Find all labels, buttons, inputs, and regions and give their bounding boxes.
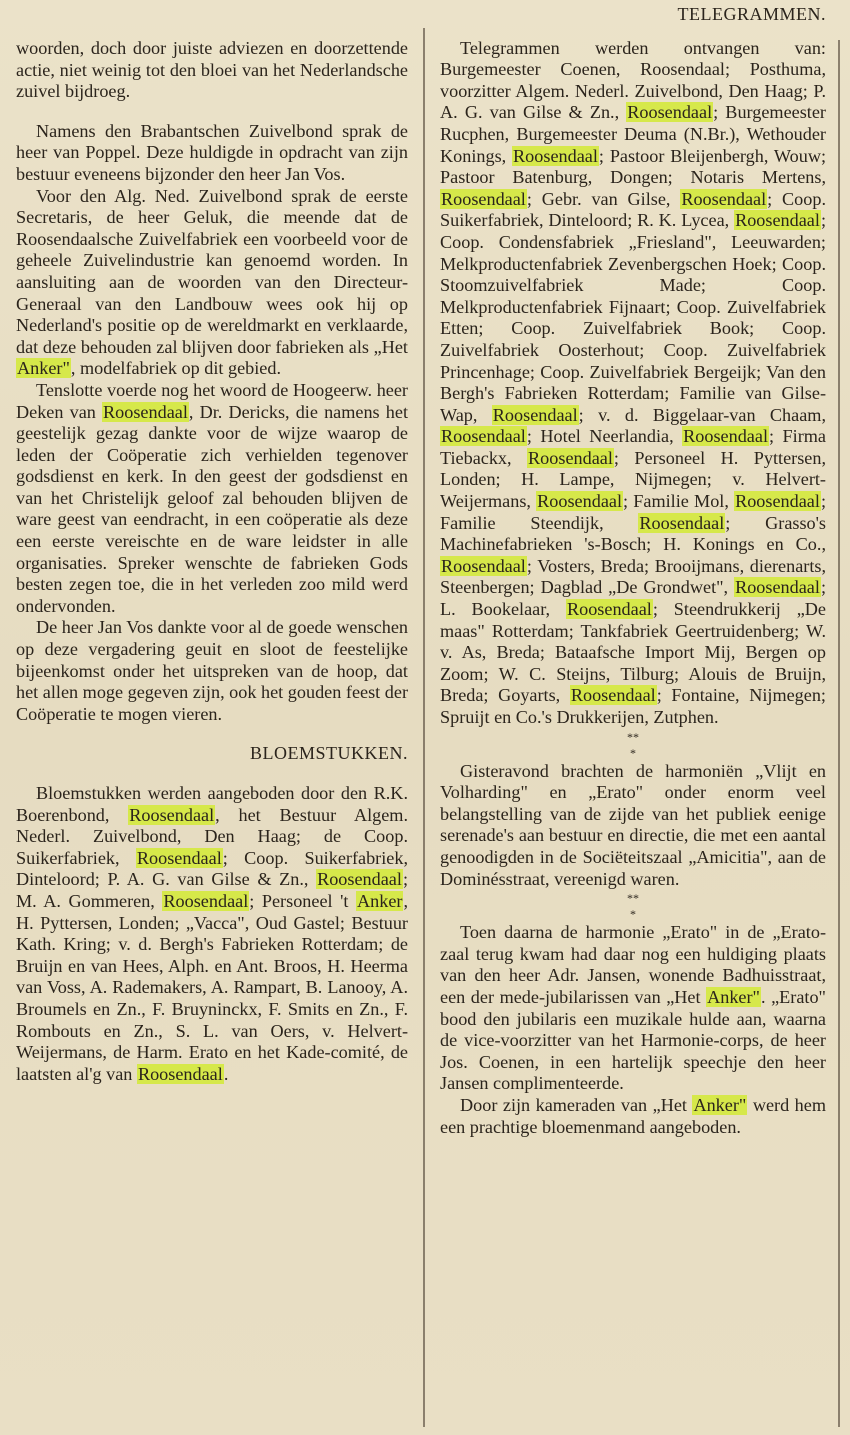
paragraph-kameraden: Door zijn kameraden van „Het Anker" werd hem een prachtige bloemenmand aangeboden. <box>440 1094 826 1137</box>
highlight-roosendaal: Roosendaal <box>129 804 215 825</box>
paragraph-intro-continuation: woorden, doch door juiste adviezen en doorzettende actie, niet weinig tot den bloei van het Nederlandsche zuivel bijdroeg. <box>16 38 408 102</box>
highlight-roosendaal: Roosendaal <box>492 404 578 425</box>
highlight-roosendaal: Roosendaal <box>137 1063 223 1084</box>
highlight-anker: Anker" <box>707 986 760 1007</box>
paragraph-deken: Tenslotte voerde nog het woord de Hoogeerw. heer Deken van Roosendaal, Dr. Dericks, die namens het geestelijk gezag dankte voor de wijze waarop de leden der Coöperatie zich verhielden tegenover godsdienst en kerk. In den geest der godsdienst en van het Christelijk geloof zal behouden blijven de ware geest van eendracht, in een coöperatie als deze een eerste vereischte en de ware leidster in alle organisaties. Spreker wenschte de fabrieken Gods besten zegen toe, die in het verleden zoo mild werd ondervonden. <box>16 379 408 616</box>
highlight-roosendaal: Roosendaal <box>163 890 249 911</box>
highlight-roosendaal: Roosendaal <box>441 426 526 447</box>
paragraph-gisteravond: Gisteravond brachten de harmoniën „Vlijt en Volharding" en „Erato" onder enorm veel belangstelling van de zijde van het publiek eenige serenade's aan bestuur en directie, die met een aantal genoodigden in de Sociëteitszaal „Amicitia", aan de Dominésstraat, vereenigd waren. <box>440 760 826 889</box>
paragraph-erato: Toen daarna de harmonie „Erato" in de „Erato-zaal terug kwam had daar nog een huldiging plaats van den heer Adr. Jansen, wonende Badhuisstraat, een der mede-jubilarissen van „Het Anker". „Erato" bood den jubilaris een muzikale hulde aan, waarna de vice-voorzitter van het Harmonie-corps, de heer Jos. Coenen, in een hartelijk speechje den heer Jansen complimenteerde. <box>440 922 826 1094</box>
heading-bloemstukken: BLOEMSTUKKEN. <box>250 743 408 764</box>
highlight-anker: Anker" <box>693 1094 747 1115</box>
highlight-roosendaal: Roosendaal <box>683 426 768 447</box>
highlight-roosendaal: Roosendaal <box>528 447 613 468</box>
paragraph-telegrammen: Telegrammen werden ontvangen van: Burgemeester Coenen, Roosendaal; Posthuma, voorzitter Algem. Nederl. Zuivelbond, Den Haag; P. A. G. van Gilse & Zn., Roosendaal; Burgemeester Rucphen, Burgemeester Deuma (N.Br.), Wethouder Konings, Roosendaal; Pastoor Bleijenbergh, Wouw; Pastoor Batenburg, Dongen; Notaris Mertens, Roosendaal; Gebr. van Gilse, Roosendaal; Coop. Suikerfabriek, Dinteloord; R. K. Lycea, Roosendaal; Coop. Condensfabriek „Friesland", Leeuwarden; Melkproductenfabriek Zevenbergschen Hoek; Coop. Stoomzuivelfabriek Made; Coop. Melkproductenfabriek Fijnaart; Coop. Zuivelfabriek Etten; Coop. Zuivelfabriek Book; Coop. Zuivelfabriek Oosterhout; Coop. Zuivelfabriek Princenhage; Coop. Zuivelfabriek Bergeijk; Van den Bergh's Fabrieken Rotterdam; Familie van Gilse-Wap, Roosendaal; v. d. Biggelaar-van Chaam, Roosendaal; Hotel Neerlandia, Roosendaal; Firma Tiebackx, Roosendaal; Personeel H. Pyttersen, Londen; H. Lampe, Nijmegen; v. Helvert-Weijermans, Roosendaal; Familie Mol, Roosendaal; Familie Steendijk, Roosendaal; Grasso's Machinefabrieken 's-Bosch; H. Konings en Co., Roosendaal; Vosters, Breda; Brooijmans, dierenarts, Steenbergen; Dagblad „De Grondwet", Roosendaal; L. Bookelaar, Roosendaal; Steendrukkerij „De maas" Rotterdam; Tankfabriek Geertruidenberg; W. v. As, Breda; Bataafsche Import Mij, Bergen op Zoom; W. C. Steijns, Tilburg; Alouis de Bruijn, Breda; Goyarts, Roosendaal; Fontaine, Nijmegen; Spruijt en Co.'s Drukkerijen, Zutphen. <box>440 37 827 727</box>
heading-telegrammen: TELEGRAMMEN. <box>677 4 826 24</box>
highlight-roosendaal: Roosendaal <box>735 210 820 231</box>
section-separator-asterisks: ** * <box>627 729 639 760</box>
page-edge-rule <box>838 40 840 1427</box>
highlight-roosendaal: Roosendaal <box>570 685 656 706</box>
highlight-anker: Anker" <box>17 358 70 379</box>
highlight-roosendaal: Roosendaal <box>136 847 222 868</box>
highlight-roosendaal: Roosendaal <box>681 188 767 209</box>
paragraph-alg-ned-zuivelbond: Voor den Alg. Ned. Zuivelbond sprak de eerste Secretaris, de heer Geluk, die meende dat de Roosendaalsche Zuivelfabriek een voorbeeld voor de geheele Zuivelindustrie kan genoemd worden. In aansluiting aan de woorden van den Directeur-Generaal van den Landbouw wees ook hij op Nederland's positie op de wereldmarkt en verklaarde, dat deze behouden zal blijven door fabrieken als „Het Anker", modelfabriek op dit gebied. <box>16 185 408 379</box>
highlight-roosendaal: Roosendaal <box>639 512 725 533</box>
highlight-roosendaal: Roosendaal <box>627 102 713 123</box>
highlight-roosendaal: Roosendaal <box>513 145 598 166</box>
highlight-roosendaal: Roosendaal <box>735 491 820 512</box>
highlight-roosendaal: Roosendaal <box>441 555 526 576</box>
highlight-roosendaal: Roosendaal <box>537 491 623 512</box>
paragraph-jan-vos: De heer Jan Vos dankte voor al de goede wenschen op deze vergadering geuit en sloot de feestelijke bijeenkomst onder het uitspreken van de hoop, dat het allen moge gegeven zijn, ook het gouden feest der Coöperatie te mogen vieren. <box>16 617 408 724</box>
highlight-anker: Anker <box>357 890 403 911</box>
right-column <box>440 4 826 1138</box>
highlight-roosendaal: Roosendaal <box>441 188 526 209</box>
section-separator-asterisks: ** * <box>627 891 639 922</box>
highlight-roosendaal: Roosendaal <box>566 599 652 620</box>
paragraph-bloemstukken: Bloemstukken werden aangeboden door den R.K. Boerenbond, Roosendaal, het Bestuur Algem. Nederl. Zuivelbond, Den Haag; de Coop. Suikerfabriek, Roosendaal; Coop. Suikerfabriek, Dinteloord; P. A. G. van Gilse & Zn., Roosendaal; M. A. Gommeren, Roosendaal; Personeel 't Anker, H. Pyttersen, Londen; „Vacca", Oud Gastel; Bestuur Kath. Kring; v. d. Bergh's Fabrieken Rotterdam; de Bruijn en van Hees, Alph. en Ant. Broos, H. Heerma van Voss, A. Rademakers, A. Rampart, B. Lanooy, A. Broumels en Zn., F. Bruyninckx, F. Smits en Zn., F. Rombouts en Zn., S. L. van Oers, v. Helvert-Weijermans, de Harm. Erato en het Kade-comité, de laatsten al'g van Roosendaal. <box>16 783 409 1084</box>
left-column <box>16 38 408 1085</box>
highlight-roosendaal: Roosendaal <box>103 401 188 422</box>
highlight-roosendaal: Roosendaal <box>317 869 402 890</box>
column-divider <box>423 28 425 1427</box>
highlight-roosendaal: Roosendaal <box>735 577 820 598</box>
paragraph-brabantsche-zuivelbond: Namens den Brabantschen Zuivelbond sprak de heer van Poppel. Deze huldigde in opdracht van zijn bestuur eveneens bijzonder den heer Jan Vos. <box>16 120 408 184</box>
